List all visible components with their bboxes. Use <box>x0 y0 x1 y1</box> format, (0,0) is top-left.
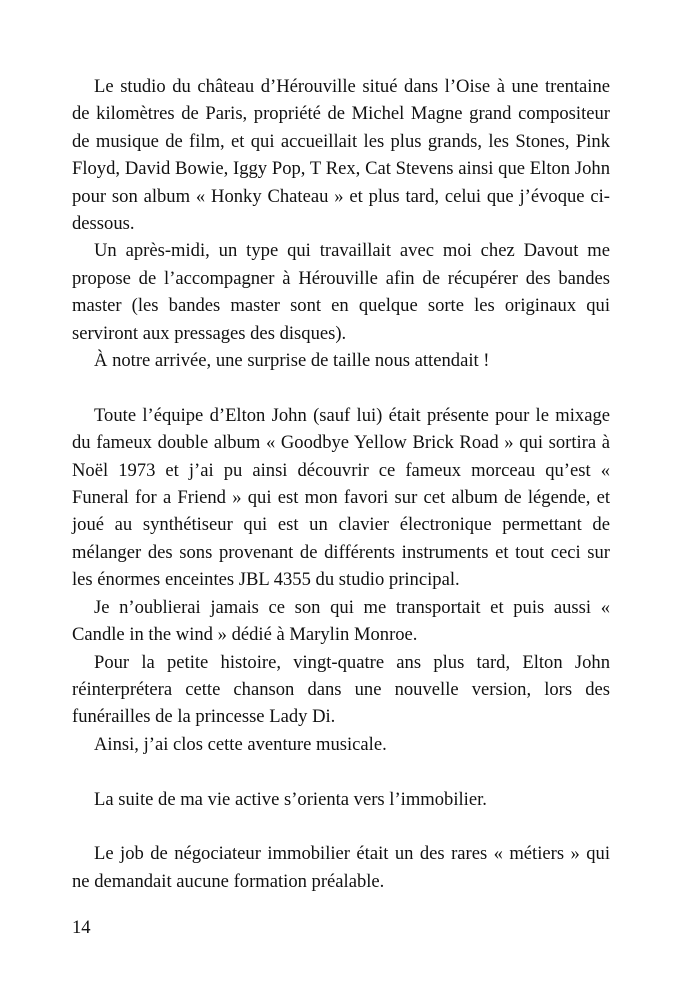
paragraph-afternoon-visit: Un après-midi, un type qui travaillait avec moi chez Davout me propose de l’accompagner à Hérouville afin de récupérer des bandes master (les bandes master sont en quelque sorte les originaux qui serviront aux pressages des disques). <box>72 240 610 344</box>
paragraph-real-estate: La suite de ma vie active s’orienta vers l’immobilier. <box>94 788 487 810</box>
paragraph-negotiator-job: Le job de négociateur immobilier était un des rares « métiers » qui ne demandait aucune formation préalable. <box>72 843 610 892</box>
paragraph-arrival: À notre arrivée, une surprise de taille nous attendait ! <box>94 350 490 372</box>
book-page <box>72 73 610 895</box>
paragraph-gap <box>72 374 610 401</box>
paragraph-closing-adventure: Ainsi, j’ai clos cette aventure musicale. <box>94 733 387 755</box>
paragraph-gap <box>72 758 610 785</box>
paragraph-gap <box>72 813 610 840</box>
paragraph-studio-herouville: Le studio du château d’Hérouville situé dans l’Oise à une trentaine de kilomètres de Paris, propriété de Michel Magne grand compositeur de musique de film, et qui accueillait les plus grands, les Stones, Pink Floyd, David Bowie, Iggy Pop, T Rex, Cat Stevens ainsi que Elton John pour son album « Honky Chateau » et plus tard, celui que j’évoque ci-dessous. <box>72 76 610 235</box>
page-number: 14 <box>72 917 91 938</box>
paragraph-elton-john-team: Toute l’équipe d’Elton John (sauf lui) était présente pour le mixage du fameux double album « Goodbye Yellow Brick Road » qui sortira à Noël 1973 et j’ai pu ainsi découvrir ce fameux morceau qu’est « Funeral for a Friend » qui est mon favori sur cet album de légende, et joué au synthétiseur qui est un clavier électronique permettant de mélanger des sons provenant de différents instruments et tout ceci sur les énormes enceintes JBL 4355 du studio principal. <box>72 404 610 591</box>
paragraph-lady-di: Pour la petite histoire, vingt-quatre ans plus tard, Elton John réinterprétera cette chanson dans une nouvelle version, lors des funérailles de la princesse Lady Di. <box>72 651 610 728</box>
paragraph-candle-in-the-wind: Je n’oublierai jamais ce son qui me transportait et puis aussi « Candle in the wind » dédié à Marylin Monroe. <box>72 596 610 646</box>
